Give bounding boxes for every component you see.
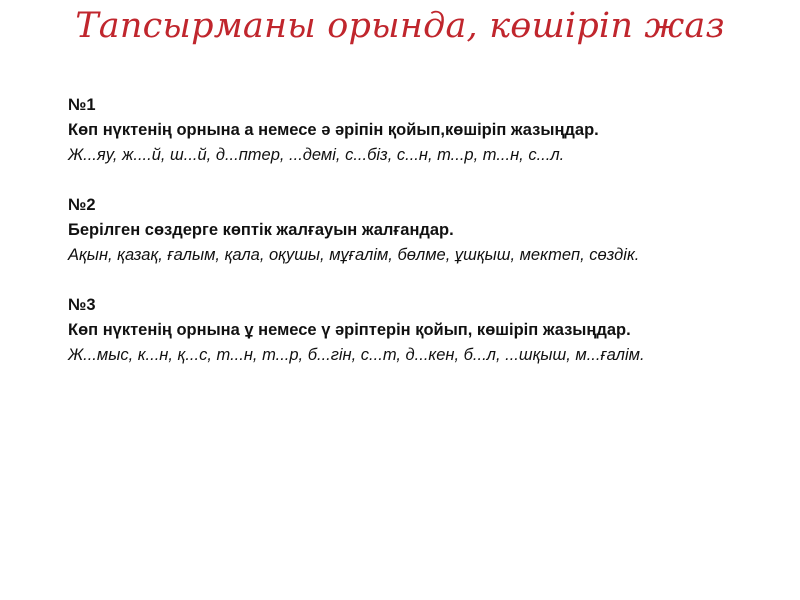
task-3 (68, 293, 708, 368)
task-2-instruction: Берілген сөздерге көптік жалғауын жалғандар. (68, 221, 454, 239)
task-3-instruction: Көп нүктенің орнына ұ немесе ү әріптерін қойып, көшіріп жазыңдар. (68, 321, 631, 339)
task-1-number: №1 (68, 96, 96, 114)
task-list (68, 93, 708, 368)
task-3-number: №3 (68, 296, 96, 314)
task-2-exercise: Ақын, қазақ, ғалым, қала, оқушы, мұғалім, бөлме, ұшқыш, мектеп, сөздік. (68, 246, 640, 264)
task-3-exercise: Ж...мыс, к...н, қ...с, т...н, т...р, б...гін, с...т, д...кен, б...л, ...шқыш, м...ғалім. (68, 346, 645, 364)
page-title: Тапсырманы орында, көшіріп жаз (75, 6, 725, 46)
task-2 (68, 193, 708, 268)
task-1-exercise: Ж...яу, ж....й, ш...й, д...птер, ...демі, с...біз, с...н, т...р, т...н, с...л. (68, 146, 565, 164)
task-2-number: №2 (68, 196, 96, 214)
task-1 (68, 93, 708, 168)
task-1-instruction: Көп нүктенің орнына а немесе ә әріпін қойып,көшіріп жазыңдар. (68, 121, 599, 139)
